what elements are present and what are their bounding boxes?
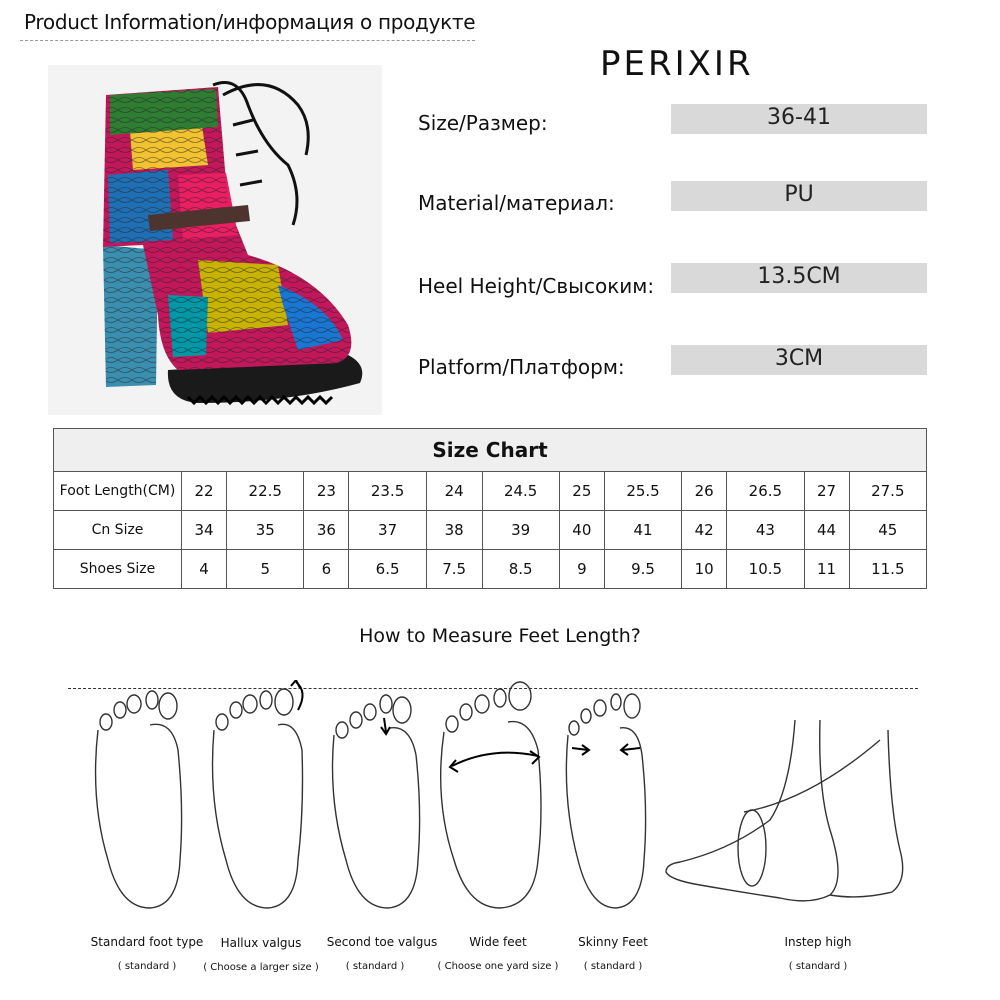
table-cell: 44 bbox=[804, 511, 849, 550]
table-cell: 36 bbox=[304, 511, 349, 550]
table-cell: 10.5 bbox=[727, 550, 804, 589]
table-cell: 5 bbox=[227, 550, 304, 589]
table-cell: 9.5 bbox=[604, 550, 681, 589]
table-cell: 11.5 bbox=[849, 550, 926, 589]
row-label: Cn Size bbox=[54, 511, 182, 550]
table-cell: 8.5 bbox=[482, 550, 559, 589]
spec-value-heel-height: 13.5CM bbox=[671, 263, 927, 293]
table-row-cn-size bbox=[54, 511, 927, 550]
foot-label-hallux-valgus: Hallux valgus bbox=[220, 936, 302, 950]
foot-note-standard: ( standard ) bbox=[117, 961, 177, 972]
table-cell: 23 bbox=[304, 472, 349, 511]
row-label: Foot Length(CM) bbox=[54, 472, 182, 511]
foot-note-instep-high: ( standard ) bbox=[788, 961, 848, 972]
foot-label-standard: Standard foot type bbox=[90, 935, 204, 949]
foot-types-illustration bbox=[60, 680, 940, 920]
table-cell: 10 bbox=[682, 550, 727, 589]
table-cell: 25 bbox=[559, 472, 604, 511]
size-chart-table bbox=[53, 428, 927, 589]
table-cell: 43 bbox=[727, 511, 804, 550]
table-cell: 27 bbox=[804, 472, 849, 511]
page-title: Product Information/информация о продукте bbox=[24, 10, 476, 34]
foot-label-second-toe-valgus: Second toe valgus bbox=[326, 935, 438, 949]
table-cell: 25.5 bbox=[604, 472, 681, 511]
table-cell: 7.5 bbox=[426, 550, 482, 589]
brand-name: PERIXIR bbox=[600, 44, 754, 84]
foot-note-second-toe-valgus: ( standard ) bbox=[345, 961, 405, 972]
snakeskin-boot-image bbox=[48, 65, 382, 415]
instep-high-foot-icon bbox=[666, 720, 903, 901]
table-cell: 34 bbox=[182, 511, 227, 550]
measure-title: How to Measure Feet Length? bbox=[359, 625, 641, 647]
table-cell: 27.5 bbox=[849, 472, 926, 511]
hallux-valgus-foot-icon bbox=[213, 680, 303, 908]
size-chart-title: Size Chart bbox=[54, 429, 927, 472]
spec-value-size: 36-41 bbox=[671, 104, 927, 134]
spec-value-platform: 3CM bbox=[671, 345, 927, 375]
table-cell: 42 bbox=[682, 511, 727, 550]
table-cell: 11 bbox=[804, 550, 849, 589]
spec-label-heel-height: Heel Height/Свысоким: bbox=[418, 274, 655, 298]
foot-note-hallux-valgus: ( Choose a larger size ) bbox=[203, 962, 319, 973]
foot-label-wide-feet: Wide feet bbox=[469, 935, 527, 949]
table-cell: 22.5 bbox=[227, 472, 304, 511]
table-cell: 24.5 bbox=[482, 472, 559, 511]
table-cell: 6 bbox=[304, 550, 349, 589]
row-label: Shoes Size bbox=[54, 550, 182, 589]
spec-value-material: PU bbox=[671, 181, 927, 211]
spec-label-platform: Platform/Платформ: bbox=[418, 355, 625, 379]
table-cell: 9 bbox=[559, 550, 604, 589]
foot-label-instep-high: Instep high bbox=[784, 935, 852, 949]
product-photo bbox=[48, 65, 382, 415]
second-toe-valgus-foot-icon bbox=[333, 695, 420, 908]
table-cell: 6.5 bbox=[349, 550, 426, 589]
foot-note-wide-feet: ( Choose one yard size ) bbox=[437, 961, 559, 972]
foot-note-skinny-feet: ( standard ) bbox=[583, 961, 643, 972]
table-cell: 22 bbox=[182, 472, 227, 511]
header-divider bbox=[20, 40, 475, 41]
table-cell: 38 bbox=[426, 511, 482, 550]
table-cell: 37 bbox=[349, 511, 426, 550]
table-cell: 41 bbox=[604, 511, 681, 550]
wide-foot-icon bbox=[441, 682, 541, 908]
table-row-shoes-size bbox=[54, 550, 927, 589]
table-row-foot-length bbox=[54, 472, 927, 511]
table-cell: 26 bbox=[682, 472, 727, 511]
table-cell: 35 bbox=[227, 511, 304, 550]
table-cell: 45 bbox=[849, 511, 926, 550]
table-cell: 24 bbox=[426, 472, 482, 511]
spec-label-material: Material/материал: bbox=[418, 191, 615, 215]
table-cell: 39 bbox=[482, 511, 559, 550]
table-cell: 23.5 bbox=[349, 472, 426, 511]
table-cell: 40 bbox=[559, 511, 604, 550]
standard-foot-icon bbox=[96, 691, 182, 908]
foot-label-skinny-feet: Skinny Feet bbox=[578, 935, 648, 949]
spec-label-size: Size/Размер: bbox=[418, 111, 548, 135]
table-cell: 26.5 bbox=[727, 472, 804, 511]
skinny-foot-icon bbox=[566, 694, 645, 908]
table-cell: 4 bbox=[182, 550, 227, 589]
